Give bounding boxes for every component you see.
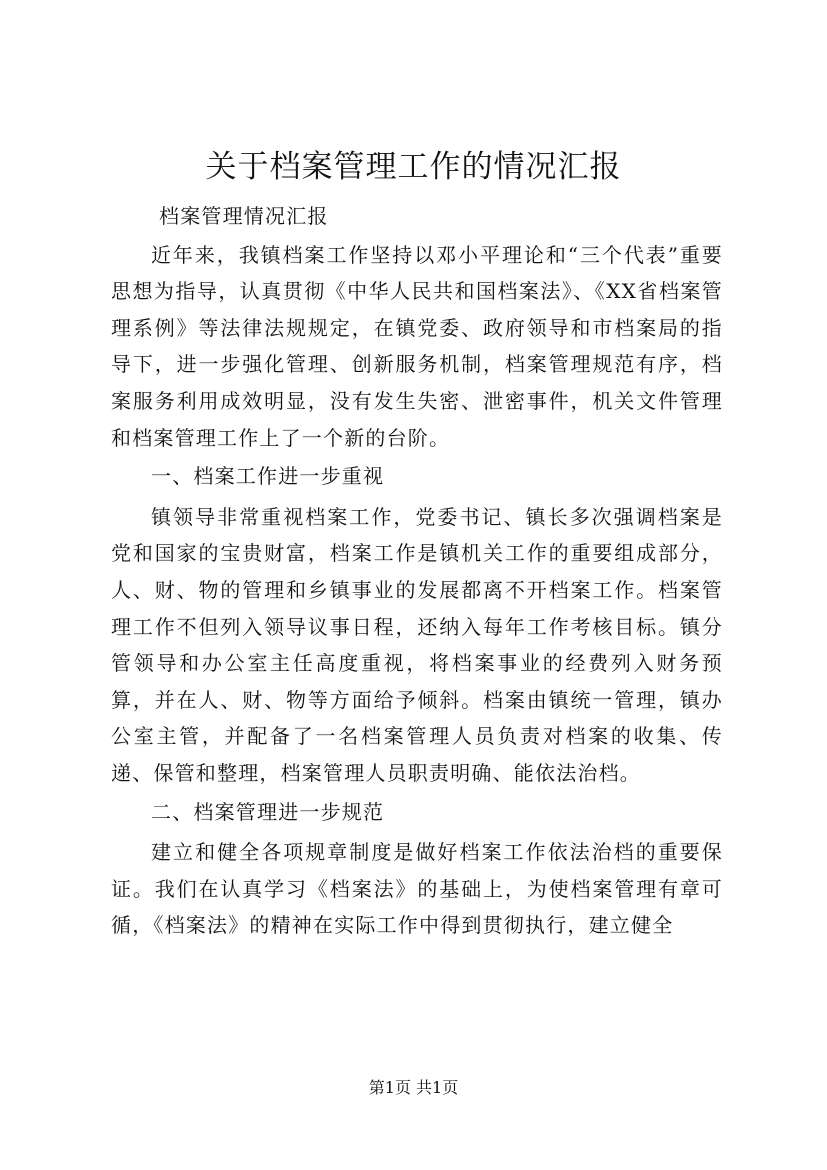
section-heading-1: 一、档案工作进一步重视 bbox=[151, 464, 385, 489]
page-footer: 第1页 共1页 bbox=[368, 1078, 459, 1097]
section-1-paragraph: 镇领导非常重视档案工作，党委书记、镇长多次强调档案是党和国家的宝贵财富，档案工作是镇机关工作的重要组成部分，人、财、物的管理和乡镇事业的发展都离不开档案工作。档案管理工作不但列入领导议事日程，还纳入每年工作考核目标。镇分管领导和办公室主任高度重视，将档案事业的经费列入财务预算，并在人、财、物等方面给予倾斜。档案由镇统一管理，镇办公室主管，并配备了一名档案管理人员负责对档案的收集、传递、保管和整理，档案管理人员职责明确、能依法治档。 bbox=[111, 504, 723, 785]
intro-paragraph: 近年来，我镇档案工作坚持以邓小平理论和“三个代表”重要思想为指导，认真贯彻《中华人民共和国档案法》、《XX省档案管理系例》等法律法规规定，在镇党委、政府领导和市档案局的指导下，进一步强化管理、创新服务机制，档案管理规范有序，档案服务利用成效明显，没有发生失密、泄密事件，机关文件管理和档案管理工作上了一个新的台阶。 bbox=[111, 242, 723, 450]
section-heading-2: 二、档案管理进一步规范 bbox=[151, 799, 385, 824]
subtitle-paragraph: 档案管理情况汇报 bbox=[159, 204, 329, 228]
section-2-paragraph: 建立和健全各项规章制度是做好档案工作依法治档的重要保证。我们在认真学习《档案法》的基础上，为使档案管理有章可循，《档案法》的精神在实际工作中得到贯彻执行，建立健全 bbox=[111, 840, 723, 938]
document-title: 关于档案管理工作的情况汇报 bbox=[205, 149, 622, 185]
document-body bbox=[111, 198, 723, 944]
